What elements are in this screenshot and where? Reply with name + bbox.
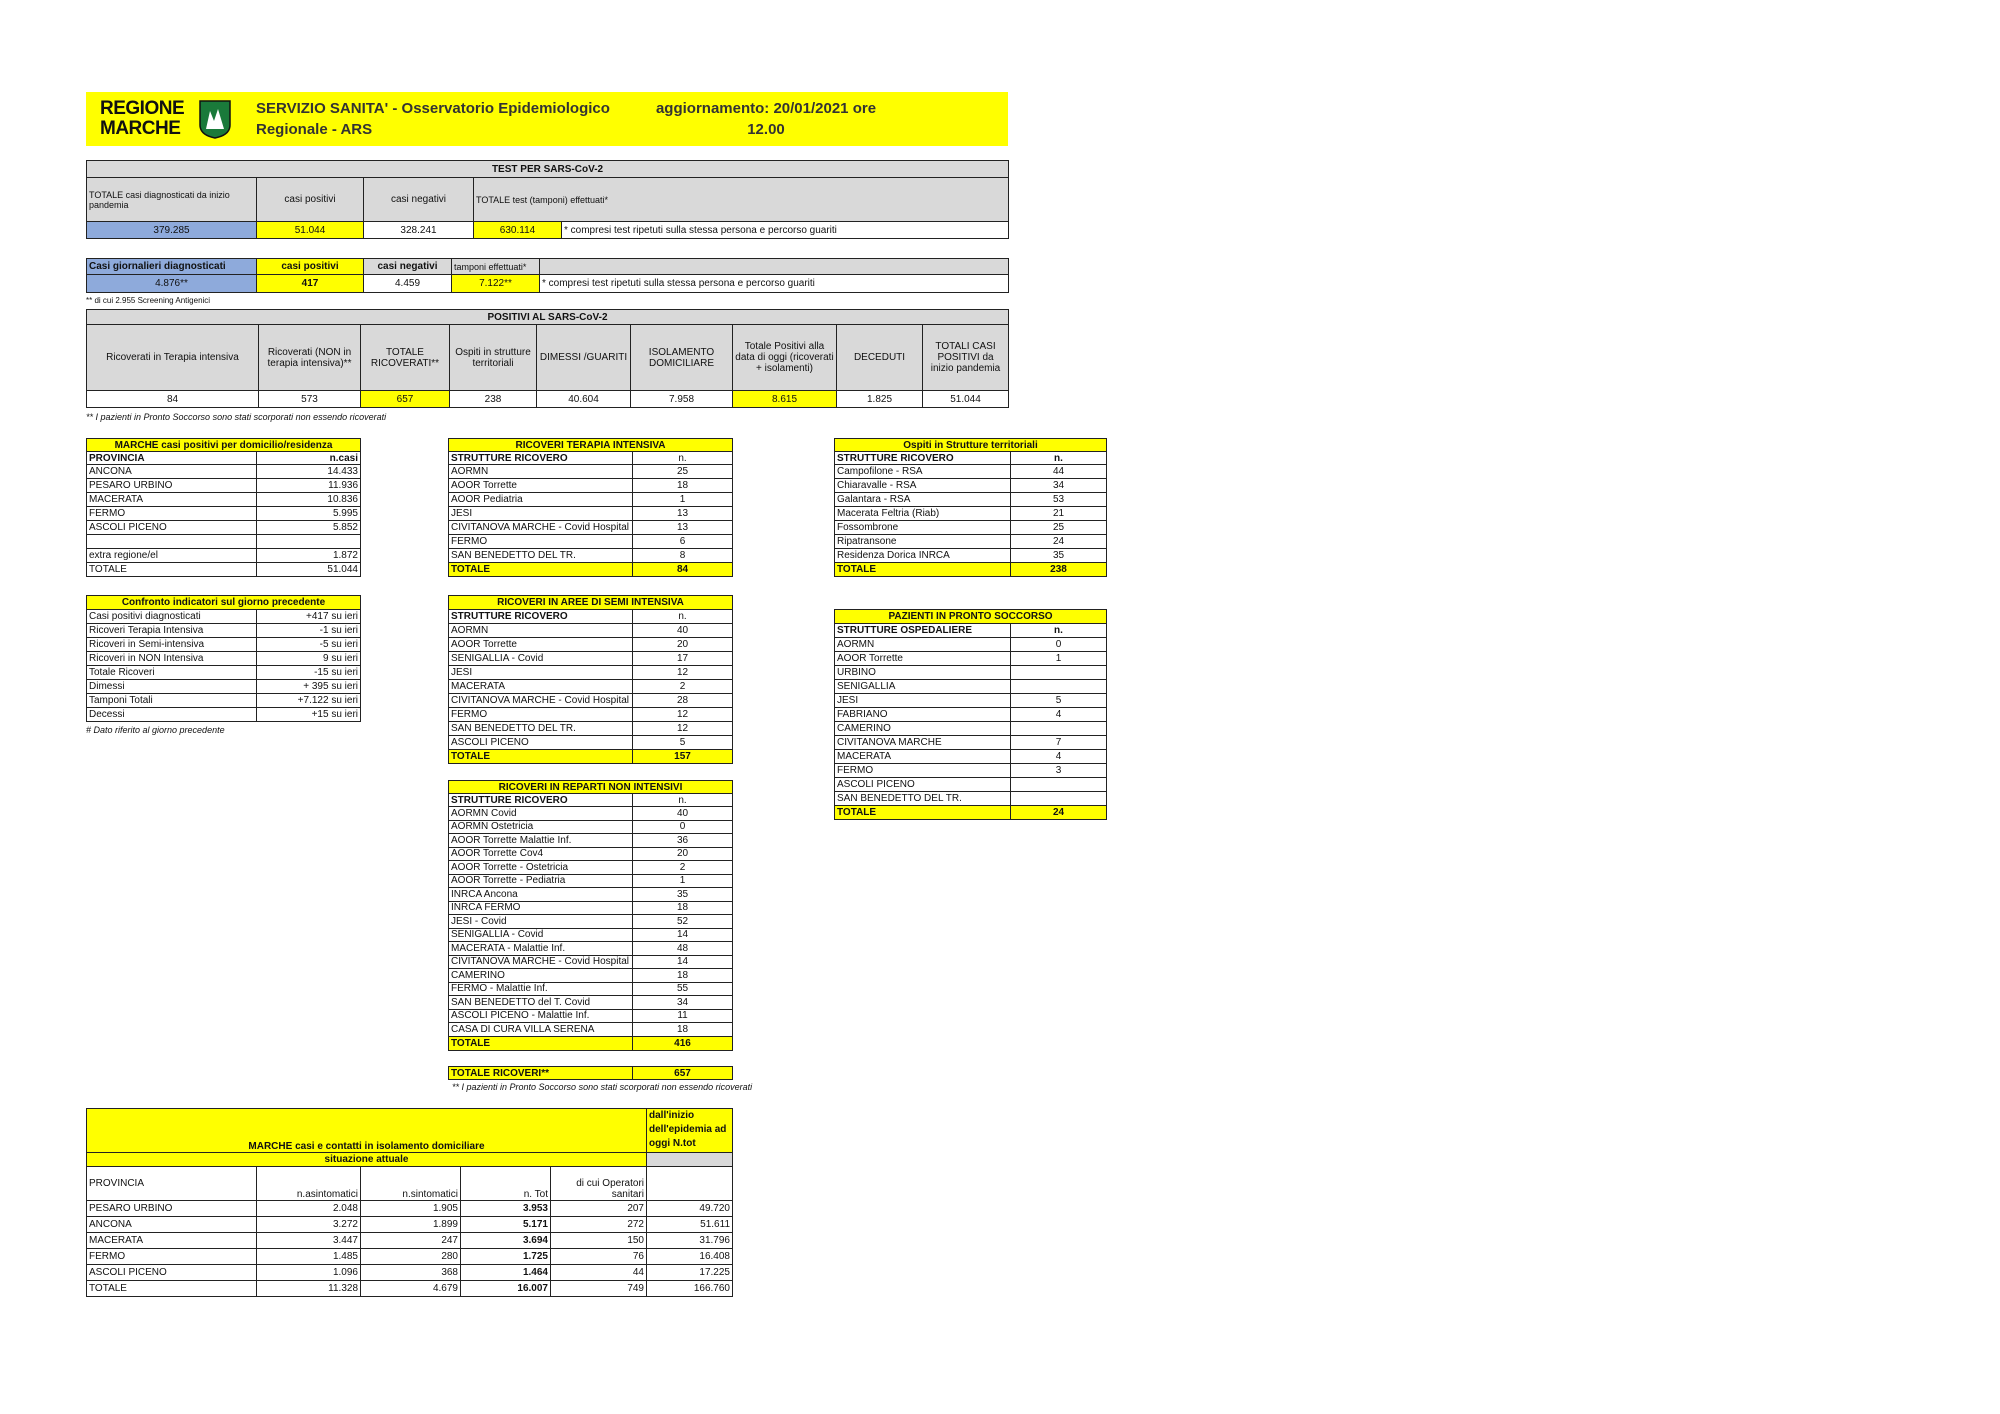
table-row: MACERATA 10.836 bbox=[87, 493, 361, 507]
tests-header-negativi: casi negativi bbox=[364, 178, 474, 222]
tests-header-total: TOTALE casi diagnosticati da inizio pandemia bbox=[87, 178, 257, 222]
isolamento-subtitle: situazione attuale bbox=[87, 1153, 647, 1167]
table-row: Ripatransone 24 bbox=[835, 535, 1107, 549]
territoriali-title: Ospiti in Strutture territoriali bbox=[835, 439, 1107, 452]
table-row: Campofilone - RSA 44 bbox=[835, 465, 1107, 479]
table-row: MACERATA 4 bbox=[835, 750, 1107, 764]
positivi-header-non-ti: Ricoverati (NON in terapia intensiva)** bbox=[259, 325, 361, 391]
table-row: extra regione/el 1.872 bbox=[87, 549, 361, 563]
positivi-note: ** I pazienti in Pronto Soccorso sono stati scorporati non essendo ricoverati bbox=[86, 412, 387, 422]
totale-ricoveri-label: TOTALE RICOVERI** bbox=[449, 1067, 633, 1080]
confronto-note: # Dato riferito al giorno precedente bbox=[86, 725, 225, 735]
table-row: Totale Ricoveri -15 su ieri bbox=[87, 666, 361, 680]
daily-header-negativi: casi negativi bbox=[364, 259, 452, 275]
semi-title: RICOVERI IN AREE DI SEMI INTENSIVA bbox=[449, 596, 733, 610]
ps-title: PAZIENTI IN PRONTO SOCCORSO bbox=[835, 610, 1107, 624]
daily-value-tamponi: 7.122** bbox=[452, 275, 540, 293]
table-row: AOOR Torrette 20 bbox=[449, 638, 733, 652]
positivi-header-totali-casi: TOTALI CASI POSITIVI da inizio pandemia bbox=[923, 325, 1009, 391]
table-row: ASCOLI PICENO - Malattie Inf. 11 bbox=[449, 1009, 733, 1023]
semi-table bbox=[448, 595, 733, 764]
table-row: CIVITANOVA MARCHE - Covid Hospital 14 bbox=[449, 955, 733, 969]
nonint-col1: STRUTTURE RICOVERO bbox=[449, 794, 633, 807]
table-row: AORMN Ostetricia 0 bbox=[449, 820, 733, 834]
positivi-value-tot-ric: 657 bbox=[361, 391, 450, 408]
table-row: Galantara - RSA 53 bbox=[835, 493, 1107, 507]
positivi-value-dimessi: 40.604 bbox=[537, 391, 631, 408]
positivi-value-ti: 84 bbox=[87, 391, 259, 408]
table-row: Ricoveri Terapia Intensiva -1 su ieri bbox=[87, 624, 361, 638]
territoriali-table bbox=[834, 438, 1107, 577]
positivi-value-non-ti: 573 bbox=[259, 391, 361, 408]
table-row: FERMO 6 bbox=[449, 535, 733, 549]
table-row: CIVITANOVA MARCHE 7 bbox=[835, 736, 1107, 750]
isolamento-header-sintomatici: n.sintomatici bbox=[361, 1167, 461, 1201]
table-row: JESI - Covid 52 bbox=[449, 915, 733, 929]
table-row: JESI 13 bbox=[449, 507, 733, 521]
update-line2: 12.00 bbox=[747, 121, 785, 138]
table-row: Casi positivi diagnosticati +417 su ieri bbox=[87, 610, 361, 624]
table-row-total: TOTALE 157 bbox=[449, 750, 733, 764]
daily-table bbox=[86, 258, 1009, 293]
table-row: MACERATA 3.447 247 3.694 150 31.796 bbox=[87, 1233, 733, 1249]
table-row: Chiaravalle - RSA 34 bbox=[835, 479, 1107, 493]
confronto-title: Confronto indicatori sul giorno precedente bbox=[87, 596, 361, 610]
table-row: ASCOLI PICENO 5.852 bbox=[87, 521, 361, 535]
daily-value-positivi: 417 bbox=[257, 275, 364, 293]
table-row: CIVITANOVA MARCHE - Covid Hospital 28 bbox=[449, 694, 733, 708]
table-row-total: TOTALE 416 bbox=[449, 1036, 733, 1050]
isolamento-header-asintomatici: n.asintomatici bbox=[257, 1167, 361, 1201]
positivi-value-deceduti: 1.825 bbox=[837, 391, 923, 408]
provincia-col1: PROVINCIA bbox=[87, 452, 257, 465]
ps-col2: n. bbox=[1011, 624, 1107, 638]
confronto-table bbox=[86, 595, 361, 722]
table-row: SAN BENEDETTO del T. Covid 34 bbox=[449, 996, 733, 1010]
table-row: Tamponi Totali +7.122 su ieri bbox=[87, 694, 361, 708]
logo bbox=[100, 99, 200, 141]
logo-emblem-icon bbox=[198, 99, 232, 139]
table-row: SAN BENEDETTO DEL TR. 12 bbox=[449, 722, 733, 736]
table-row-total: TOTALE 24 bbox=[835, 806, 1107, 820]
provincia-rows bbox=[87, 465, 361, 577]
provincia-col2: n.casi bbox=[257, 452, 361, 465]
table-row-total: TOTALE 238 bbox=[835, 563, 1107, 577]
table-row: AORMN Covid 40 bbox=[449, 807, 733, 821]
ti-col2: n. bbox=[633, 452, 733, 465]
update-line1: aggiornamento: 20/01/2021 ore bbox=[655, 100, 877, 117]
table-row: AORMN 40 bbox=[449, 624, 733, 638]
ps-table bbox=[834, 609, 1107, 820]
table-row: JESI 5 bbox=[835, 694, 1107, 708]
totale-ricoveri-value: 657 bbox=[633, 1067, 733, 1080]
table-row-total: TOTALE 84 bbox=[449, 563, 733, 577]
positivi-header-tot-ric: TOTALE RICOVERATI** bbox=[361, 325, 450, 391]
isolamento-header-tot: n. Tot bbox=[461, 1167, 551, 1201]
positivi-value-ospiti: 238 bbox=[450, 391, 537, 408]
table-row: AOOR Torrette Malattie Inf. 36 bbox=[449, 834, 733, 848]
table-row: Residenza Dorica INRCA 35 bbox=[835, 549, 1107, 563]
table-row: ASCOLI PICENO 1.096 368 1.464 44 17.225 bbox=[87, 1265, 733, 1281]
isolamento-header-provincia: PROVINCIA bbox=[87, 1167, 257, 1201]
update-info bbox=[646, 98, 886, 140]
nonint-table bbox=[448, 780, 733, 1051]
table-row: FERMO - Malattie Inf. 55 bbox=[449, 982, 733, 996]
table-row: FERMO 5.995 bbox=[87, 507, 361, 521]
positivi-header-deceduti: DECEDUTI bbox=[837, 325, 923, 391]
logo-text-marche: MARCHE bbox=[100, 118, 181, 139]
table-row: CAMERINO bbox=[835, 722, 1107, 736]
tests-header-tamponi: TOTALE test (tamponi) effettuati* bbox=[474, 178, 1009, 222]
table-row: PESARO URBINO 2.048 1.905 3.953 207 49.720 bbox=[87, 1201, 733, 1217]
territoriali-col2: n. bbox=[1011, 452, 1107, 465]
table-row: PESARO URBINO 11.936 bbox=[87, 479, 361, 493]
table-row: INRCA FERMO 18 bbox=[449, 901, 733, 915]
header-band bbox=[86, 92, 1008, 146]
positivi-header-isolamento: ISOLAMENTO DOMICILIARE bbox=[631, 325, 733, 391]
daily-value-negativi: 4.459 bbox=[364, 275, 452, 293]
ps-col1: STRUTTURE OSPEDALIERE bbox=[835, 624, 1011, 638]
isolamento-header-ntot bbox=[647, 1167, 733, 1201]
table-row: AOOR Torrette 18 bbox=[449, 479, 733, 493]
tests-value-total: 379.285 bbox=[87, 222, 257, 239]
table-row: Ricoveri in NON Intensiva 9 su ieri bbox=[87, 652, 361, 666]
provincia-title: MARCHE casi positivi per domicilio/residenza bbox=[87, 439, 361, 452]
table-row: ANCONA 14.433 bbox=[87, 465, 361, 479]
totale-ricoveri-note: ** I pazienti in Pronto Soccorso sono stati scorporati non essendo ricoverati bbox=[452, 1082, 753, 1092]
semi-col2: n. bbox=[633, 610, 733, 624]
service-line2: Regionale - ARS bbox=[256, 121, 373, 138]
table-row: CIVITANOVA MARCHE - Covid Hospital 13 bbox=[449, 521, 733, 535]
daily-note: * compresi test ripetuti sulla stessa persona e percorso guariti bbox=[540, 275, 1009, 293]
table-row: Macerata Feltria (Riab) 21 bbox=[835, 507, 1107, 521]
table-row: FERMO 1.485 280 1.725 76 16.408 bbox=[87, 1249, 733, 1265]
daily-header-tamponi: tamponi effettuati* bbox=[452, 259, 540, 275]
table-row: AORMN 25 bbox=[449, 465, 733, 479]
totale-ricoveri-table bbox=[448, 1066, 733, 1080]
semi-col1: STRUTTURE RICOVERO bbox=[449, 610, 633, 624]
positivi-value-isolamento: 7.958 bbox=[631, 391, 733, 408]
table-row: AOOR Torrette 1 bbox=[835, 652, 1107, 666]
table-row: Dimessi + 395 su ieri bbox=[87, 680, 361, 694]
tests-note: * compresi test ripetuti sulla stessa persona e percorso guariti bbox=[562, 222, 1009, 239]
table-row-total: TOTALE 11.328 4.679 16.007 749 166.760 bbox=[87, 1281, 733, 1297]
provincia-table bbox=[86, 438, 361, 577]
tests-value-tamponi: 630.114 bbox=[474, 222, 562, 239]
logo-text-regione: REGIONE bbox=[100, 98, 185, 119]
daily-header-casi: Casi giornalieri diagnosticati bbox=[87, 259, 257, 275]
table-row: ASCOLI PICENO 5 bbox=[449, 736, 733, 750]
positivi-value-totali-casi: 51.044 bbox=[923, 391, 1009, 408]
table-row-total: TOTALE 51.044 bbox=[87, 563, 361, 577]
tests-title: TEST PER SARS-CoV-2 bbox=[87, 161, 1009, 178]
positivi-table bbox=[86, 309, 1009, 408]
daily-header-positivi: casi positivi bbox=[257, 259, 364, 275]
table-row: Ricoveri in Semi-intensiva -5 su ieri bbox=[87, 638, 361, 652]
table-row: FERMO 12 bbox=[449, 708, 733, 722]
positivi-header-ti: Ricoverati in Terapia intensiva bbox=[87, 325, 259, 391]
table-row: FERMO 3 bbox=[835, 764, 1107, 778]
table-row: Decessi +15 su ieri bbox=[87, 708, 361, 722]
table-row: MACERATA - Malattie Inf. 48 bbox=[449, 942, 733, 956]
table-row: URBINO bbox=[835, 666, 1107, 680]
daily-value-casi: 4.876** bbox=[87, 275, 257, 293]
positivi-header-totale-pos: Totale Positivi alla data di oggi (ricoverati + isolamenti) bbox=[733, 325, 837, 391]
isolamento-title: MARCHE casi e contatti in isolamento domiciliare bbox=[87, 1109, 647, 1153]
table-row: ASCOLI PICENO bbox=[835, 778, 1107, 792]
table-row bbox=[87, 535, 361, 549]
territoriali-col1: STRUTTURE RICOVERO bbox=[835, 452, 1011, 465]
table-row: AORMN 0 bbox=[835, 638, 1107, 652]
table-row: SENIGALLIA - Covid 14 bbox=[449, 928, 733, 942]
ti-col1: STRUTTURE RICOVERO bbox=[449, 452, 633, 465]
tests-header-positivi: casi positivi bbox=[257, 178, 364, 222]
table-row: SAN BENEDETTO DEL TR. bbox=[835, 792, 1107, 806]
nonint-title: RICOVERI IN REPARTI NON INTENSIVI bbox=[449, 781, 733, 794]
positivi-value-totale-pos: 8.615 bbox=[733, 391, 837, 408]
table-row: INRCA Ancona 35 bbox=[449, 888, 733, 902]
tests-table bbox=[86, 160, 1009, 239]
table-row: MACERATA 2 bbox=[449, 680, 733, 694]
isolamento-right-title: dall'inizio dell'epidemia ad oggi N.tot bbox=[647, 1109, 733, 1153]
table-row: Fossombrone 25 bbox=[835, 521, 1107, 535]
table-row: AOOR Torrette - Pediatria 1 bbox=[449, 874, 733, 888]
positivi-header-dimessi: DIMESSI /GUARITI bbox=[537, 325, 631, 391]
service-line1: SERVIZIO SANITA' - Osservatorio Epidemiologico bbox=[256, 100, 610, 117]
table-row: FABRIANO 4 bbox=[835, 708, 1107, 722]
table-row: AOOR Torrette - Ostetricia 2 bbox=[449, 861, 733, 875]
table-row: AOOR Pediatria 1 bbox=[449, 493, 733, 507]
table-row: JESI 12 bbox=[449, 666, 733, 680]
nonint-col2: n. bbox=[633, 794, 733, 807]
table-row: SENIGALLIA bbox=[835, 680, 1107, 694]
table-row: AOOR Torrette Cov4 20 bbox=[449, 847, 733, 861]
daily-footnote: ** di cui 2.955 Screening Antigenici bbox=[86, 296, 211, 305]
table-row: SENIGALLIA - Covid 17 bbox=[449, 652, 733, 666]
isolamento-table bbox=[86, 1108, 733, 1297]
positivi-header-ospiti: Ospiti in strutture territoriali bbox=[450, 325, 537, 391]
ti-title: RICOVERI TERAPIA INTENSIVA bbox=[449, 439, 733, 452]
table-row: CASA DI CURA VILLA SERENA 18 bbox=[449, 1023, 733, 1037]
isolamento-header-operatori: di cui Operatori sanitari bbox=[551, 1167, 647, 1201]
positivi-title: POSITIVI AL SARS-CoV-2 bbox=[87, 310, 1009, 325]
table-row: ANCONA 3.272 1.899 5.171 272 51.611 bbox=[87, 1217, 733, 1233]
service-title bbox=[256, 98, 610, 140]
tests-value-negativi: 328.241 bbox=[364, 222, 474, 239]
table-row: CAMERINO 18 bbox=[449, 969, 733, 983]
ti-table bbox=[448, 438, 733, 577]
tests-value-positivi: 51.044 bbox=[257, 222, 364, 239]
table-row: SAN BENEDETTO DEL TR. 8 bbox=[449, 549, 733, 563]
